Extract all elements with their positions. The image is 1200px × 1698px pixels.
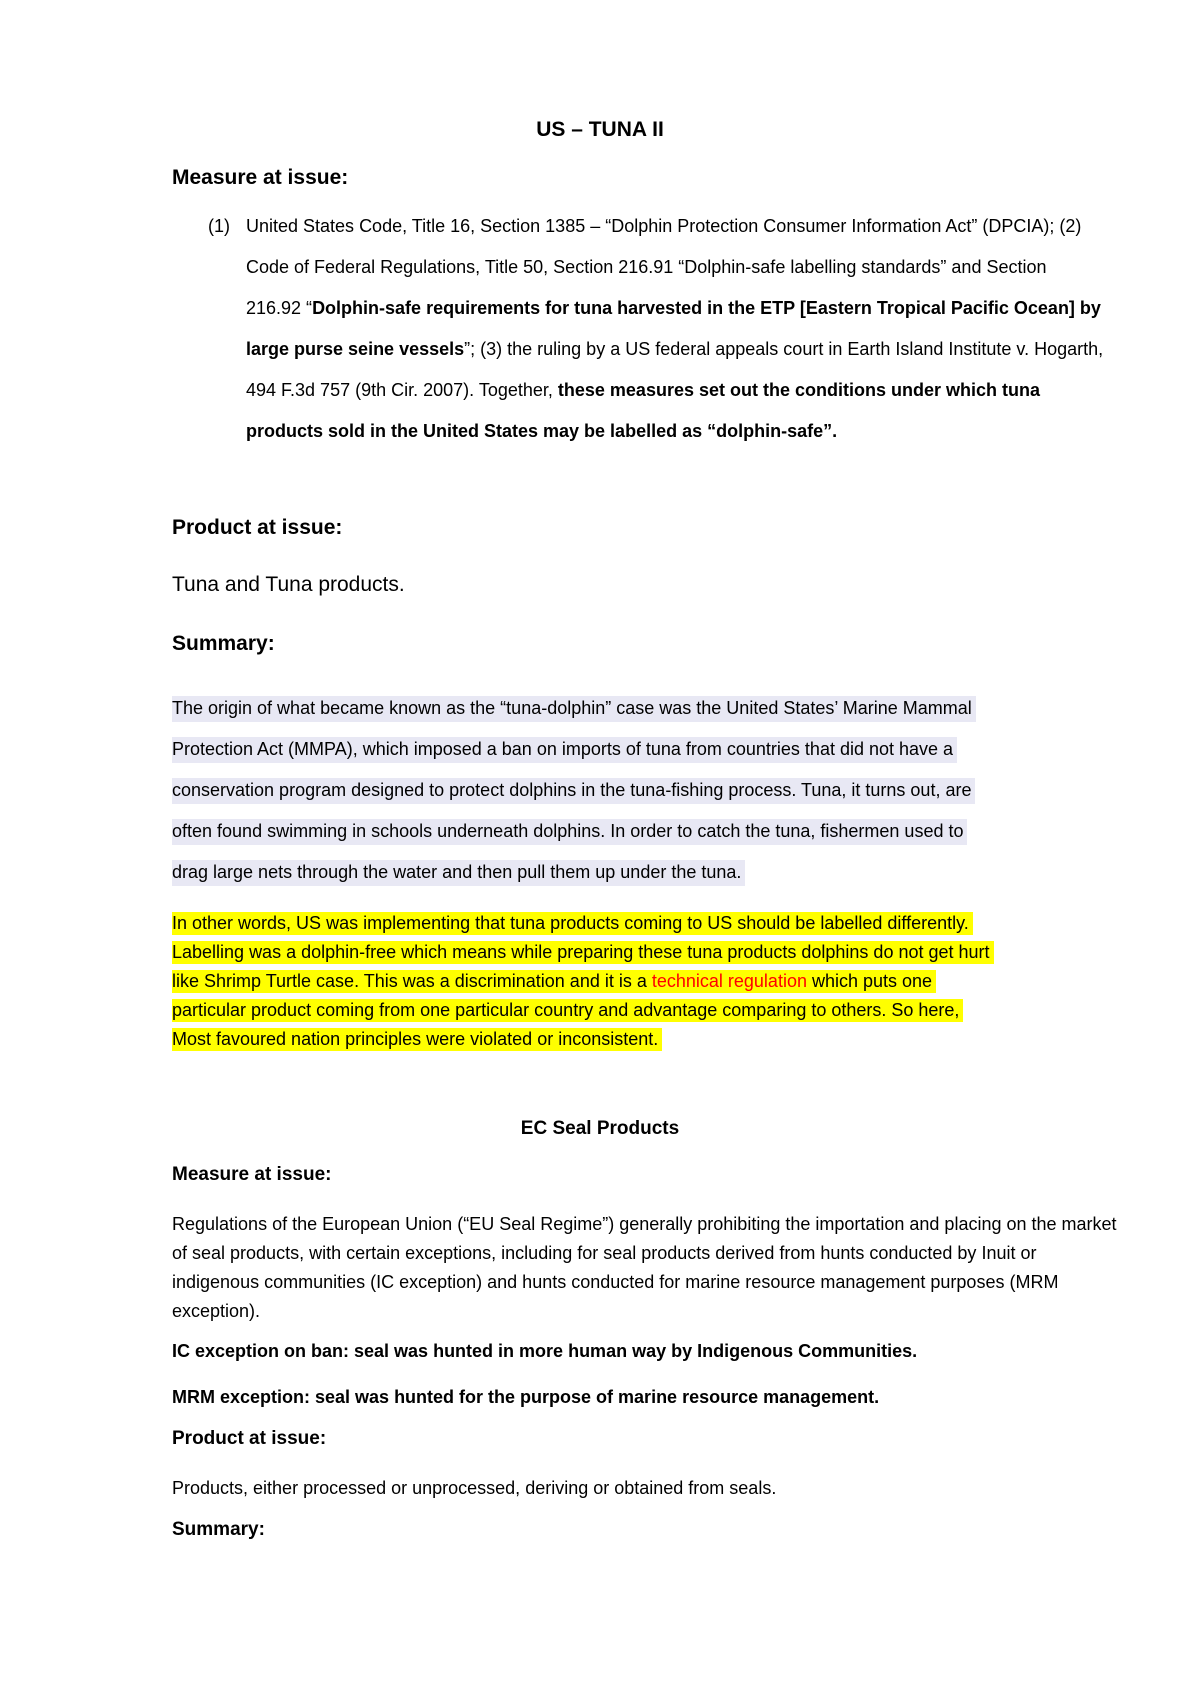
ec-measure-text: Regulations of the European Union (“EU Seal Regime”) generally prohibiting the importation and placing on the market of seal products, with certain exceptions, including for seal products derived from hunts conducted by Inuit or indigenous communities (IC exception) and hunts conducted for marine resource management purposes (MRM exception).: [172, 1214, 1117, 1321]
note-text: Labelling was a dolphin-free which means while preparing these tuna products dolphins do not get hurt: [172, 942, 990, 962]
technical-regulation-emphasis: technical regulation: [651, 971, 807, 991]
mrm-exception: MRM exception: seal was hunted for the purpose of marine resource management.: [172, 1387, 880, 1407]
summary-line: The origin of what became known as the “tuna-dolphin” case was the United States’ Marine Mammal: [172, 696, 976, 722]
summary-line: often found swimming in schools underneath dolphins. In order to catch the tuna, fishermen used to: [172, 819, 967, 845]
summary-line: drag large nets through the water and then pull them up under the tuna.: [172, 860, 745, 886]
highlighted-note: [172, 909, 1122, 1054]
note-line: [172, 970, 936, 993]
note-line: [172, 1028, 662, 1051]
measure-segment-bold: Dolphin-safe requirements for tuna harvested in the ETP [Eastern Tropical Pacific Ocean] by large purse seine vessels: [246, 298, 1101, 359]
ec-product-heading: Product at issue:: [172, 1428, 327, 1449]
note-text: particular product coming from one particular country and advantage comparing to others. So here,: [172, 1000, 960, 1020]
summary-paragraph: [172, 688, 1112, 893]
ec-product-text: Products, either processed or unprocessed, deriving or obtained from seals.: [172, 1478, 777, 1498]
note-line: [172, 999, 963, 1022]
measure-list-item: [172, 206, 1112, 496]
note-line: [172, 941, 994, 964]
summary-heading: Summary:: [172, 632, 275, 655]
ec-measure-heading: Measure at issue:: [172, 1164, 332, 1185]
note-text: Most favoured nation principles were violated or inconsistent.: [172, 1029, 659, 1049]
measure-segment-bold: these measures set out the conditions under which tuna products sold in the United States may be labelled as “dolphin-safe”.: [246, 380, 1040, 441]
note-text: like Shrimp Turtle case. This was a discrimination and it is a: [172, 971, 652, 991]
measure-segment: ”; (3) the ruling by a US federal appeals court in Earth Island Institute v. Hogarth, 494 F.3d 757 (9th Cir. 2007). Together,: [246, 339, 1104, 400]
summary-line: Protection Act (MMPA), which imposed a ban on imports of tuna from countries that did not have a: [172, 737, 957, 763]
list-number: (1): [208, 216, 230, 236]
measure-heading: Measure at issue:: [172, 166, 349, 189]
measure-segment: United States Code, Title 16, Section 1385 – “Dolphin Protection Consumer Information Act” (DPCIA); (2) Code of Federal Regulations, Title 50, Section 216.91 “Dolphin-safe labelling standards” and Section 216.92 “: [246, 216, 1082, 318]
note-line: [172, 912, 973, 935]
section-title-ec-seal: EC Seal Products: [520, 1118, 680, 1139]
summary-line: conservation program designed to protect dolphins in the tuna-fishing process. Tuna, it turns out, are: [172, 778, 975, 804]
note-text: which puts one: [806, 971, 933, 991]
product-text: Tuna and Tuna products.: [172, 573, 405, 596]
page-title: US – TUNA II: [536, 118, 664, 141]
note-text: In other words, US was implementing that tuna products coming to US should be labelled differently.: [172, 913, 969, 933]
ic-exception: IC exception on ban: seal was hunted in more human way by Indigenous Communities.: [172, 1341, 918, 1361]
measure-text: [246, 206, 1106, 452]
ec-summary-heading: Summary:: [172, 1519, 265, 1540]
product-heading: Product at issue:: [172, 516, 343, 539]
